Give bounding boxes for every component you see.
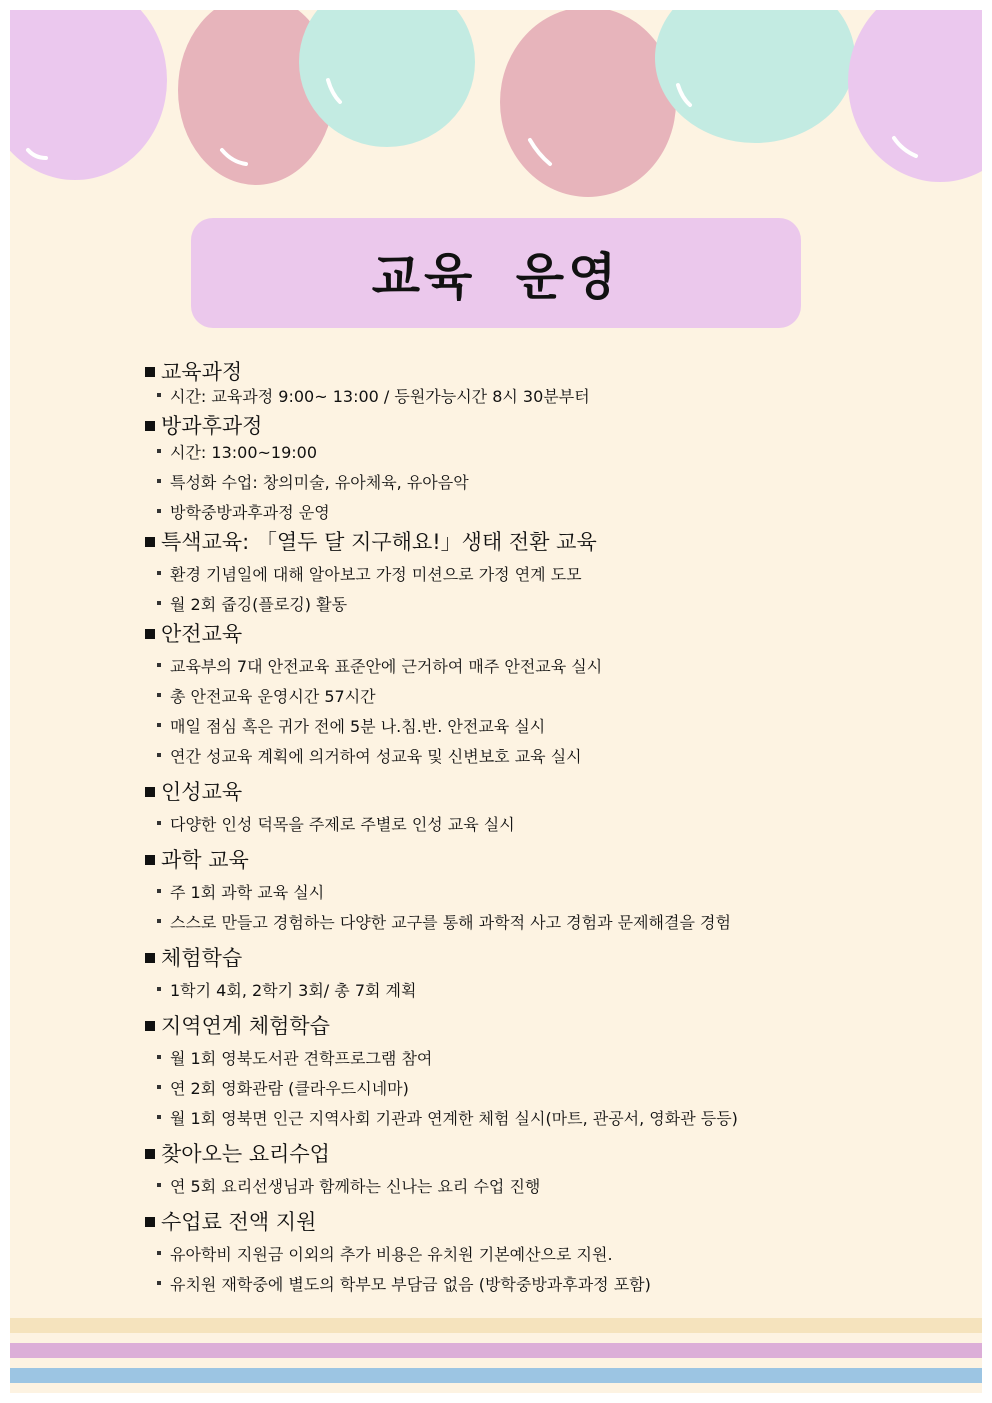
- square-bullet-icon: [145, 629, 155, 639]
- list-item-text: 유아학비 지원금 이외의 추가 비용은 유치원 기본예산으로 지원.: [170, 1245, 613, 1264]
- dot-bullet-icon: [157, 693, 161, 697]
- square-bullet-icon: [145, 855, 155, 865]
- square-bullet-icon: [145, 1149, 155, 1159]
- section-heading: [145, 1140, 965, 1168]
- section-heading-text: 방과후과정: [161, 414, 263, 438]
- stripe-lavender: [10, 1343, 982, 1358]
- square-bullet-icon: [145, 421, 155, 431]
- dot-bullet-icon: [157, 1281, 161, 1285]
- dot-bullet-icon: [157, 571, 161, 575]
- section-heading-text: 인성교육: [161, 780, 243, 804]
- section-heading-text: 수업료 전액 지원: [161, 1210, 317, 1234]
- list-item: [145, 912, 965, 934]
- section-heading-text: 찾아오는 요리수업: [161, 1142, 330, 1166]
- dot-bullet-icon: [157, 987, 161, 991]
- dot-bullet-icon: [157, 919, 161, 923]
- list-item: [145, 386, 965, 408]
- list-item: [145, 472, 965, 494]
- list-item: [145, 442, 965, 464]
- stripe-blue: [10, 1368, 982, 1383]
- title-banner: [191, 218, 801, 328]
- dot-bullet-icon: [157, 889, 161, 893]
- dot-bullet-icon: [157, 601, 161, 605]
- section-heading: [145, 620, 965, 648]
- list-item-text: 연 5회 요리선생님과 함께하는 신나는 요리 수업 진행: [170, 1177, 541, 1196]
- list-item: [145, 716, 965, 738]
- document-page: [10, 10, 982, 1393]
- list-item-text: 방학중방과후과정 운영: [170, 503, 330, 522]
- list-item-text: 월 1회 영북면 인근 지역사회 기관과 연계한 체험 실시(마트, 관공서, 영화관 등등): [170, 1109, 738, 1128]
- list-item: [145, 686, 965, 708]
- list-item: [145, 882, 965, 904]
- list-item: [145, 1078, 965, 1100]
- section-heading: [145, 412, 965, 440]
- list-item-text: 특성화 수업: 창의미술, 유아체육, 유아음악: [170, 473, 469, 492]
- section-heading-text: 안전교육: [161, 622, 243, 646]
- list-item: [145, 564, 965, 586]
- dot-bullet-icon: [157, 1115, 161, 1119]
- dot-bullet-icon: [157, 723, 161, 727]
- list-item-text: 연간 성교육 계획에 의거하여 성교육 및 신변보호 교육 실시: [170, 747, 582, 766]
- list-item-text: 총 안전교육 운영시간 57시간: [170, 687, 376, 706]
- list-item: [145, 656, 965, 678]
- list-item-text: 1학기 4회, 2학기 3회/ 총 7회 계획: [170, 981, 417, 1000]
- section-heading: [145, 778, 965, 806]
- section-heading-text: 교육과정: [161, 360, 243, 384]
- list-item: [145, 594, 965, 616]
- section-heading-text: 특색교육: 「열두 달 지구해요!」생태 전환 교육: [161, 530, 597, 554]
- balloon-pink-right: [500, 10, 676, 197]
- square-bullet-icon: [145, 953, 155, 963]
- page-title: 교육 운영: [371, 248, 621, 306]
- list-item-text: 주 1회 과학 교육 실시: [170, 883, 325, 902]
- list-item: [145, 1048, 965, 1070]
- balloon-mint-right: [655, 10, 855, 143]
- dot-bullet-icon: [157, 449, 161, 453]
- dot-bullet-icon: [157, 479, 161, 483]
- section-heading-text: 지역연계 체험학습: [161, 1014, 330, 1038]
- list-item-text: 유치원 재학중에 별도의 학부모 부담금 없음 (방학중방과후과정 포함): [170, 1275, 651, 1294]
- dot-bullet-icon: [157, 1183, 161, 1187]
- section-heading: [145, 846, 965, 874]
- dot-bullet-icon: [157, 1251, 161, 1255]
- stripe-cream: [10, 1318, 982, 1333]
- dot-bullet-icon: [157, 393, 161, 397]
- list-item: [145, 814, 965, 836]
- section-heading: [145, 528, 965, 556]
- list-item-text: 다양한 인성 덕목을 주제로 주별로 인성 교육 실시: [170, 815, 515, 834]
- list-item-text: 월 2회 줍깅(플로깅) 활동: [170, 595, 348, 614]
- list-item-text: 스스로 만들고 경험하는 다양한 교구를 통해 과학적 사고 경험과 문제해결을 경험: [170, 913, 731, 932]
- list-item-text: 교육부의 7대 안전교육 표준안에 근거하여 매주 안전교육 실시: [170, 657, 603, 676]
- list-item: [145, 1108, 965, 1130]
- dot-bullet-icon: [157, 509, 161, 513]
- balloon-decoration: [10, 10, 982, 210]
- list-item: [145, 1244, 965, 1266]
- square-bullet-icon: [145, 1217, 155, 1227]
- section-heading: [145, 944, 965, 972]
- section-heading-text: 과학 교육: [161, 848, 249, 872]
- section-heading: [145, 1012, 965, 1040]
- square-bullet-icon: [145, 537, 155, 547]
- section-heading: [145, 1208, 965, 1236]
- list-item-text: 매일 점심 혹은 귀가 전에 5분 나.침.반. 안전교육 실시: [170, 717, 546, 736]
- square-bullet-icon: [145, 787, 155, 797]
- footer-stripes: [10, 1318, 982, 1393]
- list-item-text: 환경 기념일에 대해 알아보고 가정 미션으로 가정 연계 도모: [170, 565, 582, 584]
- dot-bullet-icon: [157, 1085, 161, 1089]
- list-item: [145, 502, 965, 524]
- section-heading-text: 체험학습: [161, 946, 243, 970]
- list-item-text: 월 1회 영북도서관 견학프로그램 참여: [170, 1049, 433, 1068]
- dot-bullet-icon: [157, 753, 161, 757]
- section-list: [145, 358, 965, 1296]
- list-item-text: 시간: 교육과정 9:00~ 13:00 / 등원가능시간 8시 30분부터: [170, 387, 590, 406]
- list-item: [145, 1176, 965, 1198]
- list-item-text: 연 2회 영화관람 (클라우드시네마): [170, 1079, 409, 1098]
- list-item-text: 시간: 13:00~19:00: [170, 443, 318, 462]
- list-item: [145, 980, 965, 1002]
- dot-bullet-icon: [157, 663, 161, 667]
- square-bullet-icon: [145, 367, 155, 377]
- dot-bullet-icon: [157, 821, 161, 825]
- square-bullet-icon: [145, 1021, 155, 1031]
- dot-bullet-icon: [157, 1055, 161, 1059]
- list-item: [145, 1274, 965, 1296]
- list-item: [145, 746, 965, 768]
- section-heading: [145, 358, 965, 386]
